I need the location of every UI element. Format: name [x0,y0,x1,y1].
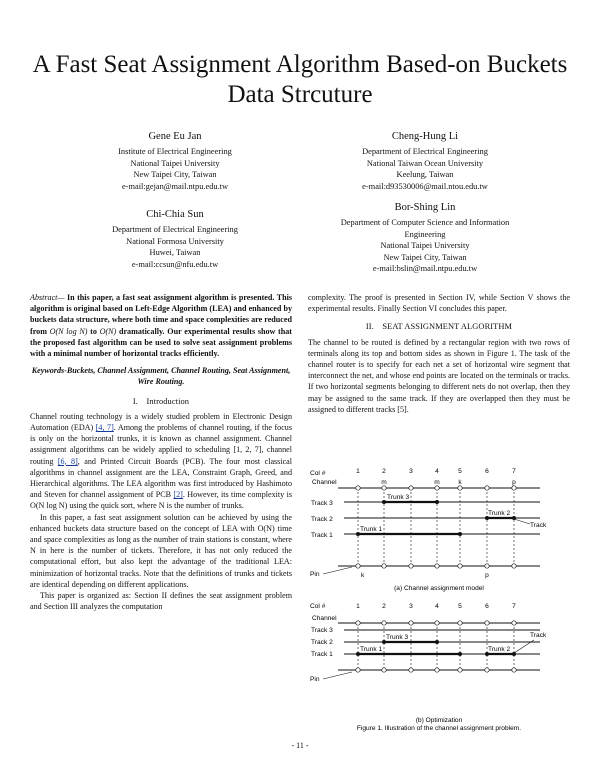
col-number: 5 [458,603,462,610]
right-column [308,292,570,415]
abstract-label: Abstract— [30,293,65,302]
col-number: 7 [512,603,516,610]
col-number: 1 [356,468,360,475]
col-label: Col # [310,603,326,610]
col-number: 1 [356,603,360,610]
author-univ: National Taipei University [130,158,220,168]
channel-label: Channel [312,479,337,486]
author-city: New Taipei City, Taiwan [383,252,467,262]
pin-label: Pin [310,676,320,683]
channel-label: Channel [312,615,337,622]
author-city: Keelung, Taiwan [396,170,454,179]
trunk-label: Trunk 1 [360,526,383,533]
net-label: m [381,479,387,486]
net-label: k [361,572,365,579]
col-label: Col # [310,470,326,477]
subcaption-b: (b) Optimization [415,717,463,724]
col-number: 6 [485,468,489,475]
intro-continuation: complexity. The proof is presented in Section IV, while Section V shows the experimental results. Finally Section VI concludes this paper. [308,293,570,314]
col-number: 7 [512,468,516,475]
track-pointer-label: Track [530,522,547,529]
section2-paragraph-1: The channel to be routed is defined by a rectangular region with two rows of terminals along its top and bottom sides as shown in Figure 1. The task of the channel router is to specify for each net a set of horizontal wire segment that interconnect the net, and whose end points are located on the terminals or tracks. If two horizontal segments belonging to different nets do not overlap, then they may be assigned to the same track. If they are overlapped then they must be assigned to different tracks [5]. [308,337,570,414]
track-label: Track 3 [311,500,333,507]
author-name: Bor-Shing Lin [394,202,456,213]
col-number: 4 [435,603,439,610]
author-block-1 [60,130,290,192]
author-dept: Department of Computer Science and Information [340,218,510,227]
author-email: e-mail:d93530006@mail.ntou.edu.tw [362,181,488,191]
pin-label: Pin [310,571,320,578]
track-pointer [514,519,530,524]
track-label: Track 1 [311,532,333,539]
trunk-label: Trunk 3 [387,494,410,501]
author-name: Chi-Chia Sun [146,209,204,220]
author-dept: Institute of Electrical Engineering [118,147,232,156]
author-name: Cheng-Hung Li [391,131,459,142]
author-univ: National Taiwan Ocean University [366,158,484,168]
author-block-3 [60,208,290,270]
author-city: New Taipei City, Taiwan [133,170,217,179]
figure-1a [310,468,547,592]
intro-paragraph-1: Channel routing technology is a widely studied problem in Electronic Design Automation (EDA) [4, 7]. Among the problems of channel routing, if the focus is only on the horizontal trunks, it is known as channel assignment. Channel assignment algorithms can be widely applied to scheduling [1, 2, 7], channel routing [6, 8], and Printed Circuit Boards (PCB). The four most classical algorithms in channel assignment are the LEA, Constraint Graph, Greed, and Hierarchical algorithms. The LEA algorithm was first introduced by Hashimoto and Steven for channel assignment of PCB [2]. However, its time complexity is O(N log N) using the quick sort, where N is the number of trunks. [30,411,293,511]
top-net-labels [381,479,516,486]
col-number: 5 [458,468,462,475]
trunk-label: Trunk 1 [360,646,383,653]
citation-link[interactable]: [6, 8] [57,456,78,466]
col-number: 3 [409,468,413,475]
col-number: 2 [382,468,386,475]
pin-pointer [323,672,352,679]
trunk-label: Trunk 3 [386,634,409,641]
author-dept: Department of Electrical Engineering [112,225,238,234]
intro-paragraph-3: This paper is organized as: Section II defines the seat assignment problem and Section III analyzes the computation [30,591,292,612]
citation-link[interactable]: [2] [173,490,183,500]
author-block-2 [305,130,545,192]
net-label: m [434,479,440,486]
pin-pointer [323,567,352,574]
net-label: p [512,479,516,486]
column-numbers [356,468,516,475]
track-label: Track 1 [311,651,333,658]
author-dept: Department of Electrical Engineering [362,147,488,156]
subcaption-a: (a) Channel assignment model [394,585,484,592]
col-number: 3 [409,603,413,610]
track-label: Track 2 [311,639,333,646]
page-number: - 11 - [291,741,309,750]
trunk-label: Trunk 2 [488,510,511,517]
track-label: Track 3 [311,627,333,634]
figure-1b [310,603,547,732]
author-univ: National Formosa University [126,236,224,246]
title-line-1: A Fast Seat Assignment Algorithm Based-on Buckets [32,51,568,78]
title-line-2: Data Strcuture [227,81,373,108]
net-label: p [485,572,489,579]
figure-1-channel-assignment [308,462,570,732]
author-email: e-mail:bslin@mail.ntpu.edu.tw [372,264,478,273]
abstract: Abstract— In this paper, a fast seat assignment algorithm is presented. This algorithm is original based on Left-Edge Algorithm (LEA) and enhanced by buckets data structure, where both time and space complexities are reduced from O(N log N) to O(N) dramatically. Our experimental results show that the proposed fast algorithm can be used to solve seat assignment problems with a minimal number of horizontal tracks efficiently. [30,293,293,359]
column-numbers [356,603,516,610]
intro-paragraph-2: In this paper, a fast seat assignment solution can be achieved by using the enhanced buckets data structure based on the concept of LEA with O(N) time and space complexities as long as the number of train stations is constant, where N in here is the number of tickets. Therefore, it has not only reduced the computational effort, but also kept the advantage of the traditional LEA: minimization of horizontal tracks. Note that the definitions of trunks and tickets are identical depending on different applications. [30,512,292,589]
col-number: 6 [485,603,489,610]
citation-link[interactable]: [4, 7] [95,423,114,433]
net-label: k [458,479,462,486]
track-label: Track 2 [311,516,333,523]
author-dept-cont: Engineering [404,229,446,239]
paper-title [0,50,600,110]
keywords: Keywords-Buckets, Channel Assignment, Channel Routing, Seat Assignment, Wire Routing. [31,366,291,387]
col-number: 4 [435,468,439,475]
author-univ: National Taipei University [380,241,470,250]
col-number: 2 [382,603,386,610]
left-column [30,292,292,612]
author-block-4 [305,201,545,275]
author-city: Huwei, Taiwan [149,248,201,257]
section-heading-introduction: I. Introduction [132,396,190,406]
section-heading-seat-assignment: II. SEAT ASSIGNMENT ALGORITHM [365,322,513,332]
author-name: Gene Eu Jan [148,131,202,142]
author-email: e-mail:ccsun@nfu.edu.tw [131,259,219,269]
figure-caption: Figure 1. Illustration of the channel assignment problem. [356,725,522,732]
track-pointer-label: Track [530,632,547,639]
author-email: e-mail:gejan@mail.ntpu.edu.tw [121,181,229,191]
trunk-label: Trunk 2 [488,646,511,653]
